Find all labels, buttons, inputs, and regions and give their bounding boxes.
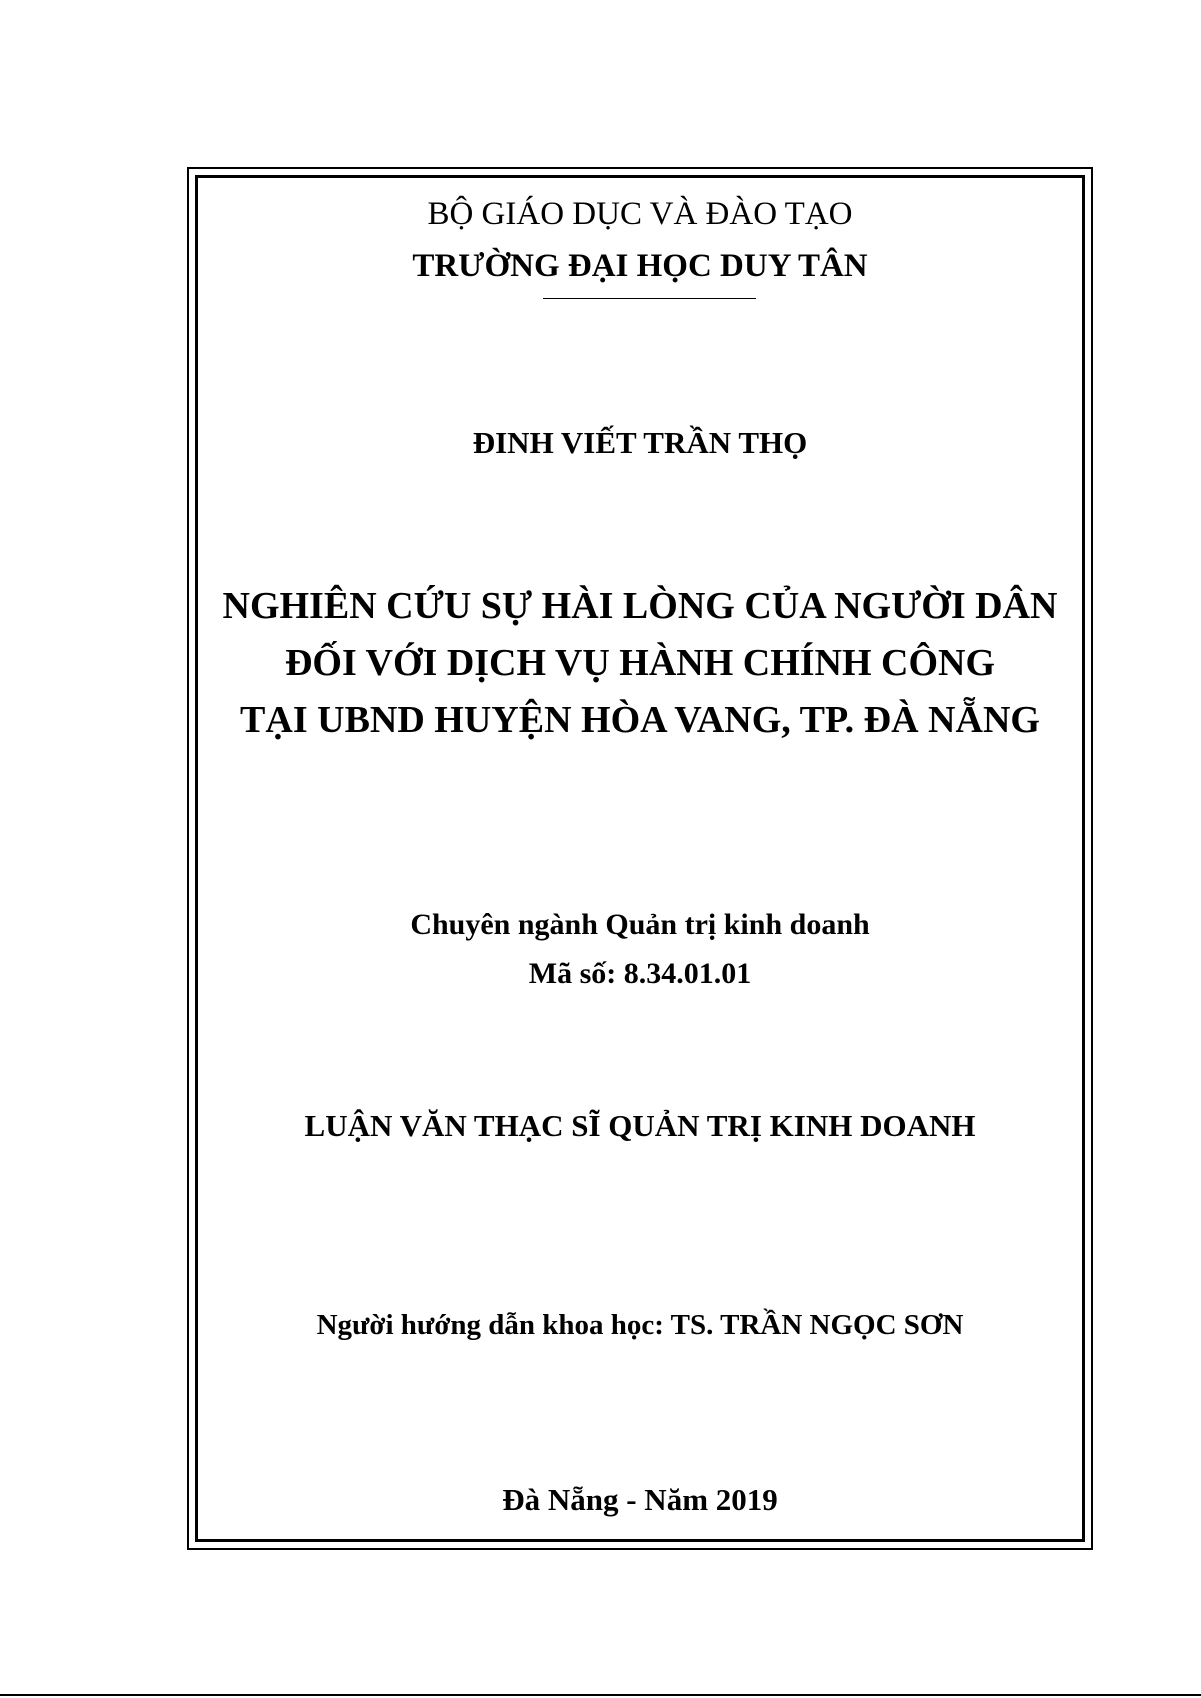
page-bottom-edge [0,1694,1201,1696]
author-name: ĐINH VIẾT TRẦN THỌ [472,425,808,460]
supervisor: Người hướng dẫn khoa học: TS. TRẦN NGỌC SƠN [316,1309,964,1341]
major-label: Chuyên ngành Quản trị kinh doanh [410,908,870,941]
header-divider [543,298,756,299]
place-and-year: Đà Nẵng - Năm 2019 [502,1482,778,1517]
ministry-name: BỘ GIÁO DỤC VÀ ĐÀO TẠO [427,196,853,232]
thesis-title-line-1: NGHIÊN CỨU SỰ HÀI LÒNG CỦA NGƯỜI DÂN [222,585,1058,627]
university-name: TRƯỜNG ĐẠI HỌC DUY TÂN [412,248,868,284]
degree-type: LUẬN VĂN THẠC SĨ QUẢN TRỊ KINH DOANH [304,1108,976,1143]
major-code: Mã số: 8.34.01.01 [528,957,752,990]
thesis-title-line-2: ĐỐI VỚI DỊCH VỤ HÀNH CHÍNH CÔNG [284,642,996,684]
thesis-title-line-3: TẠI UBND HUYỆN HÒA VANG, TP. ĐÀ NẴNG [240,699,1040,741]
